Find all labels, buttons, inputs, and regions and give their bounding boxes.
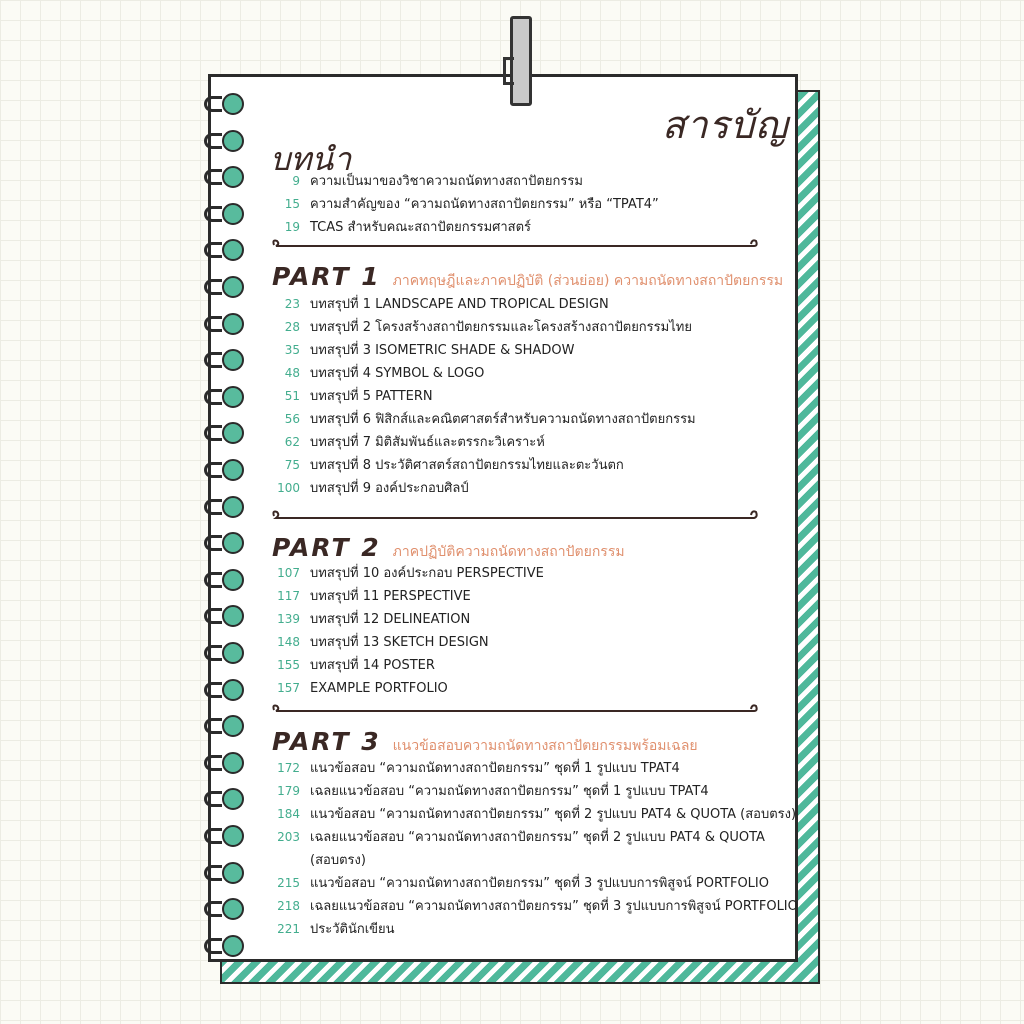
entry-title: ประวัตินักเขียน: [310, 922, 395, 937]
spiral-ring-icon: [204, 456, 248, 484]
entry-title: แนวข้อสอบ “ความถนัดทางสถาปัตยกรรม” ชุดที่ 3 รูปแบบการพิสูจน์ PORTFOLIO: [310, 876, 769, 891]
page-number: 75: [284, 458, 300, 472]
part-label: PART 2: [272, 533, 381, 562]
spiral-ring-icon: [204, 785, 248, 813]
spiral-ring-icon: [204, 383, 248, 411]
entry-title: แนวข้อสอบ “ความถนัดทางสถาปัตยกรรม” ชุดที่ 2 รูปแบบ PAT4 & QUOTA (สอบตรง): [310, 807, 797, 822]
entry-title: บทสรุปที่ 5 PATTERN: [310, 389, 433, 404]
entry-title: บทสรุปที่ 13 SKETCH DESIGN: [310, 635, 489, 650]
page-number: 107: [277, 566, 300, 580]
entry-title: บทสรุปที่ 8 ประวัติศาสตร์สถาปัตยกรรมไทยและตะวันตก: [310, 458, 624, 473]
part-label: PART 1: [272, 262, 381, 291]
entry-title: ความสำคัญของ “ความถนัดทางสถาปัตยกรรม” หรือ “TPAT4”: [310, 197, 659, 212]
part-1-heading: [272, 262, 783, 292]
entry-title: บทสรุปที่ 1 LANDSCAPE AND TROPICAL DESIGN: [310, 297, 609, 312]
spiral-ring-icon: [204, 932, 248, 960]
squiggle-divider-icon: [270, 238, 760, 250]
page-number: 23: [284, 297, 300, 311]
spiral-ring-icon: [204, 859, 248, 887]
entry-title: เฉลยแนวข้อสอบ “ความถนัดทางสถาปัตยกรรม” ชุดที่ 3 รูปแบบการพิสูจน์ PORTFOLIO: [310, 899, 798, 914]
page-number: 15: [284, 197, 300, 211]
page-number: 56: [284, 412, 300, 426]
entry-title: ความเป็นมาของวิชาความถนัดทางสถาปัตยกรรม: [310, 174, 583, 189]
page-title: สารบัญ: [662, 103, 789, 147]
spiral-ring-icon: [204, 200, 248, 228]
entry-title: บทสรุปที่ 6 ฟิสิกส์และคณิตศาสตร์สำหรับความถนัดทางสถาปัตยกรรม: [310, 412, 696, 427]
spiral-ring-icon: [204, 639, 248, 667]
part-3-heading: [272, 727, 698, 757]
page-number: 157: [277, 681, 300, 695]
part-subtitle: แนวข้อสอบความถนัดทางสถาปัตยกรรมพร้อมเฉลย: [392, 738, 698, 754]
entry-title: บทสรุปที่ 3 ISOMETRIC SHADE & SHADOW: [310, 343, 575, 358]
page-number: 218: [277, 899, 300, 913]
intro-heading: บทนำ: [270, 140, 352, 178]
spiral-ring-icon: [204, 127, 248, 155]
page-number: 221: [277, 922, 300, 936]
spiral-ring-icon: [204, 346, 248, 374]
entry-title: บทสรุปที่ 14 POSTER: [310, 658, 435, 673]
page-number: 48: [284, 366, 300, 380]
spiral-ring-icon: [204, 273, 248, 301]
spiral-ring-icon: [204, 236, 248, 264]
entry-title: TCAS สำหรับคณะสถาปัตยกรรมศาสตร์: [310, 220, 532, 235]
entry-title: บทสรุปที่ 10 องค์ประกอบ PERSPECTIVE: [310, 566, 544, 581]
page-number: 117: [277, 589, 300, 603]
spiral-ring-icon: [204, 749, 248, 777]
spiral-ring-icon: [204, 493, 248, 521]
page-number: 184: [277, 807, 300, 821]
page-number: 51: [284, 389, 300, 403]
entry-title: บทสรุปที่ 7 มิติสัมพันธ์และตรรกะวิเคราะห์: [310, 435, 545, 450]
part-subtitle: ภาคปฏิบัติความถนัดทางสถาปัตยกรรม: [392, 544, 625, 560]
spiral-ring-icon: [204, 90, 248, 118]
page-number: 9: [292, 174, 300, 188]
entry-title: บทสรุปที่ 12 DELINEATION: [310, 612, 471, 627]
page-number: 100: [277, 481, 300, 495]
part-label: PART 3: [272, 727, 381, 756]
spiral-ring-icon: [204, 163, 248, 191]
page-number: 139: [277, 612, 300, 626]
part-2-heading: [272, 533, 625, 563]
squiggle-divider-icon: [270, 509, 760, 521]
page-number: 179: [277, 784, 300, 798]
entry-title: บทสรุปที่ 9 องค์ประกอบศิลป์: [310, 481, 469, 496]
spiral-ring-icon: [204, 712, 248, 740]
entry-title: แนวข้อสอบ “ความถนัดทางสถาปัตยกรรม” ชุดที่ 1 รูปแบบ TPAT4: [310, 761, 680, 776]
spiral-ring-icon: [204, 676, 248, 704]
page-number: 155: [277, 658, 300, 672]
entry-title: บทสรุปที่ 2 โครงสร้างสถาปัตยกรรมและโครงสร้างสถาปัตยกรรมไทย: [310, 320, 692, 335]
spiral-ring-icon: [204, 566, 248, 594]
entry-title: เฉลยแนวข้อสอบ “ความถนัดทางสถาปัตยกรรม” ชุดที่ 2 รูปแบบ PAT4 & QUOTA (สอบตรง): [310, 830, 765, 868]
binder-clip-icon: [510, 16, 532, 106]
entry-title: EXAMPLE PORTFOLIO: [310, 681, 448, 696]
page-number: 28: [284, 320, 300, 334]
entry-title: บทสรุปที่ 4 SYMBOL & LOGO: [310, 366, 485, 381]
entry-title: เฉลยแนวข้อสอบ “ความถนัดทางสถาปัตยกรรม” ชุดที่ 1 รูปแบบ TPAT4: [310, 784, 709, 799]
page-number: 19: [284, 220, 300, 234]
spiral-ring-icon: [204, 822, 248, 850]
page-number: 215: [277, 876, 300, 890]
spiral-ring-icon: [204, 895, 248, 923]
page-number: 62: [284, 435, 300, 449]
spiral-ring-icon: [204, 602, 248, 630]
part-subtitle: ภาคทฤษฎีและภาคปฏิบัติ (ส่วนย่อย) ความถนัดทางสถาปัตยกรรม: [392, 273, 784, 289]
spiral-ring-icon: [204, 419, 248, 447]
squiggle-divider-icon: [270, 703, 760, 715]
spiral-ring-icon: [204, 529, 248, 557]
spiral-ring-icon: [204, 310, 248, 338]
page-number: 148: [277, 635, 300, 649]
page-number: 172: [277, 761, 300, 775]
page-number: 203: [277, 830, 300, 844]
entry-title: บทสรุปที่ 11 PERSPECTIVE: [310, 589, 471, 604]
page-number: 35: [284, 343, 300, 357]
